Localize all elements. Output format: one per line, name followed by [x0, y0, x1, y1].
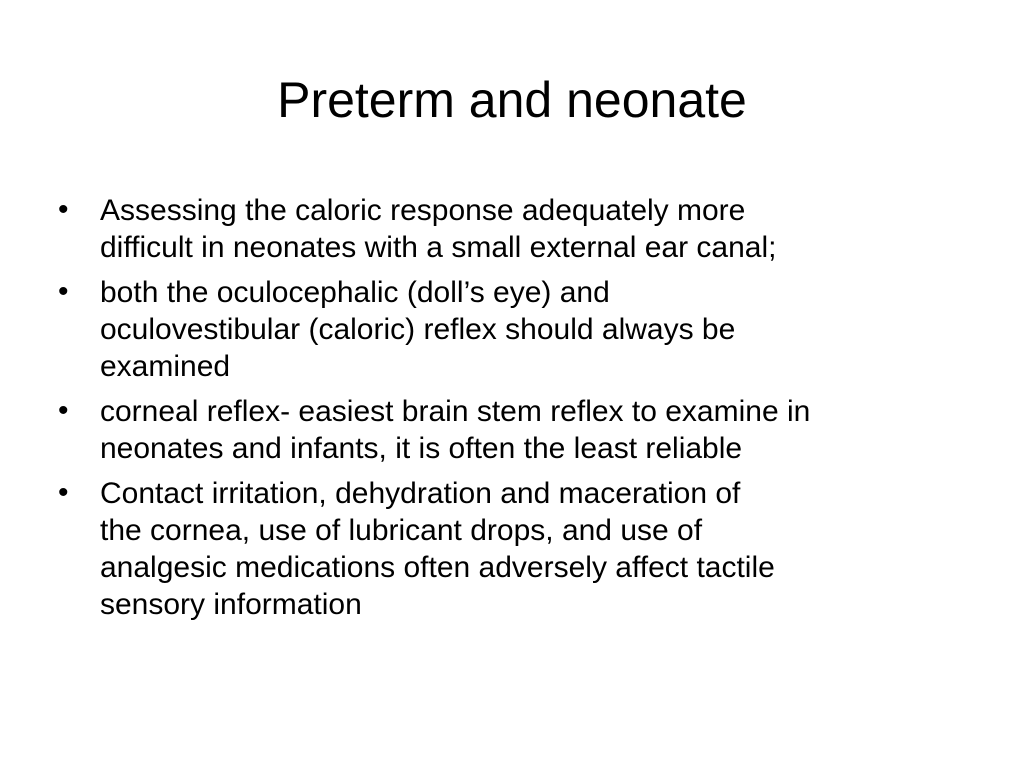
bullet-text: corneal reflex- easiest brain stem reflex to examine in neonates and infants, it is often the least reliable — [100, 395, 811, 465]
bullet-text: both the oculocephalic (doll’s eye) and oculovestibular (caloric) reflex should always be examined — [100, 276, 736, 383]
bullet-dot-icon: • — [58, 394, 69, 427]
bullet-text: Assessing the caloric response adequately more difficult in neonates with a small external ear canal; — [100, 194, 777, 264]
bullet-dot-icon: • — [58, 193, 69, 226]
bullet-text: Contact irritation, dehydration and maceration of the cornea, use of lubricant drops, and use of analgesic medications often adversely affect tactile sensory information — [100, 477, 775, 621]
slide-title: Preterm and neonate — [277, 72, 747, 128]
bullet-item — [58, 274, 978, 385]
bullet-dot-icon: • — [58, 275, 69, 308]
bullet-dot-icon: • — [58, 476, 69, 509]
bullet-item — [58, 475, 978, 623]
bullet-item — [58, 192, 978, 266]
bullet-item — [58, 393, 978, 467]
bullet-list — [58, 192, 978, 631]
